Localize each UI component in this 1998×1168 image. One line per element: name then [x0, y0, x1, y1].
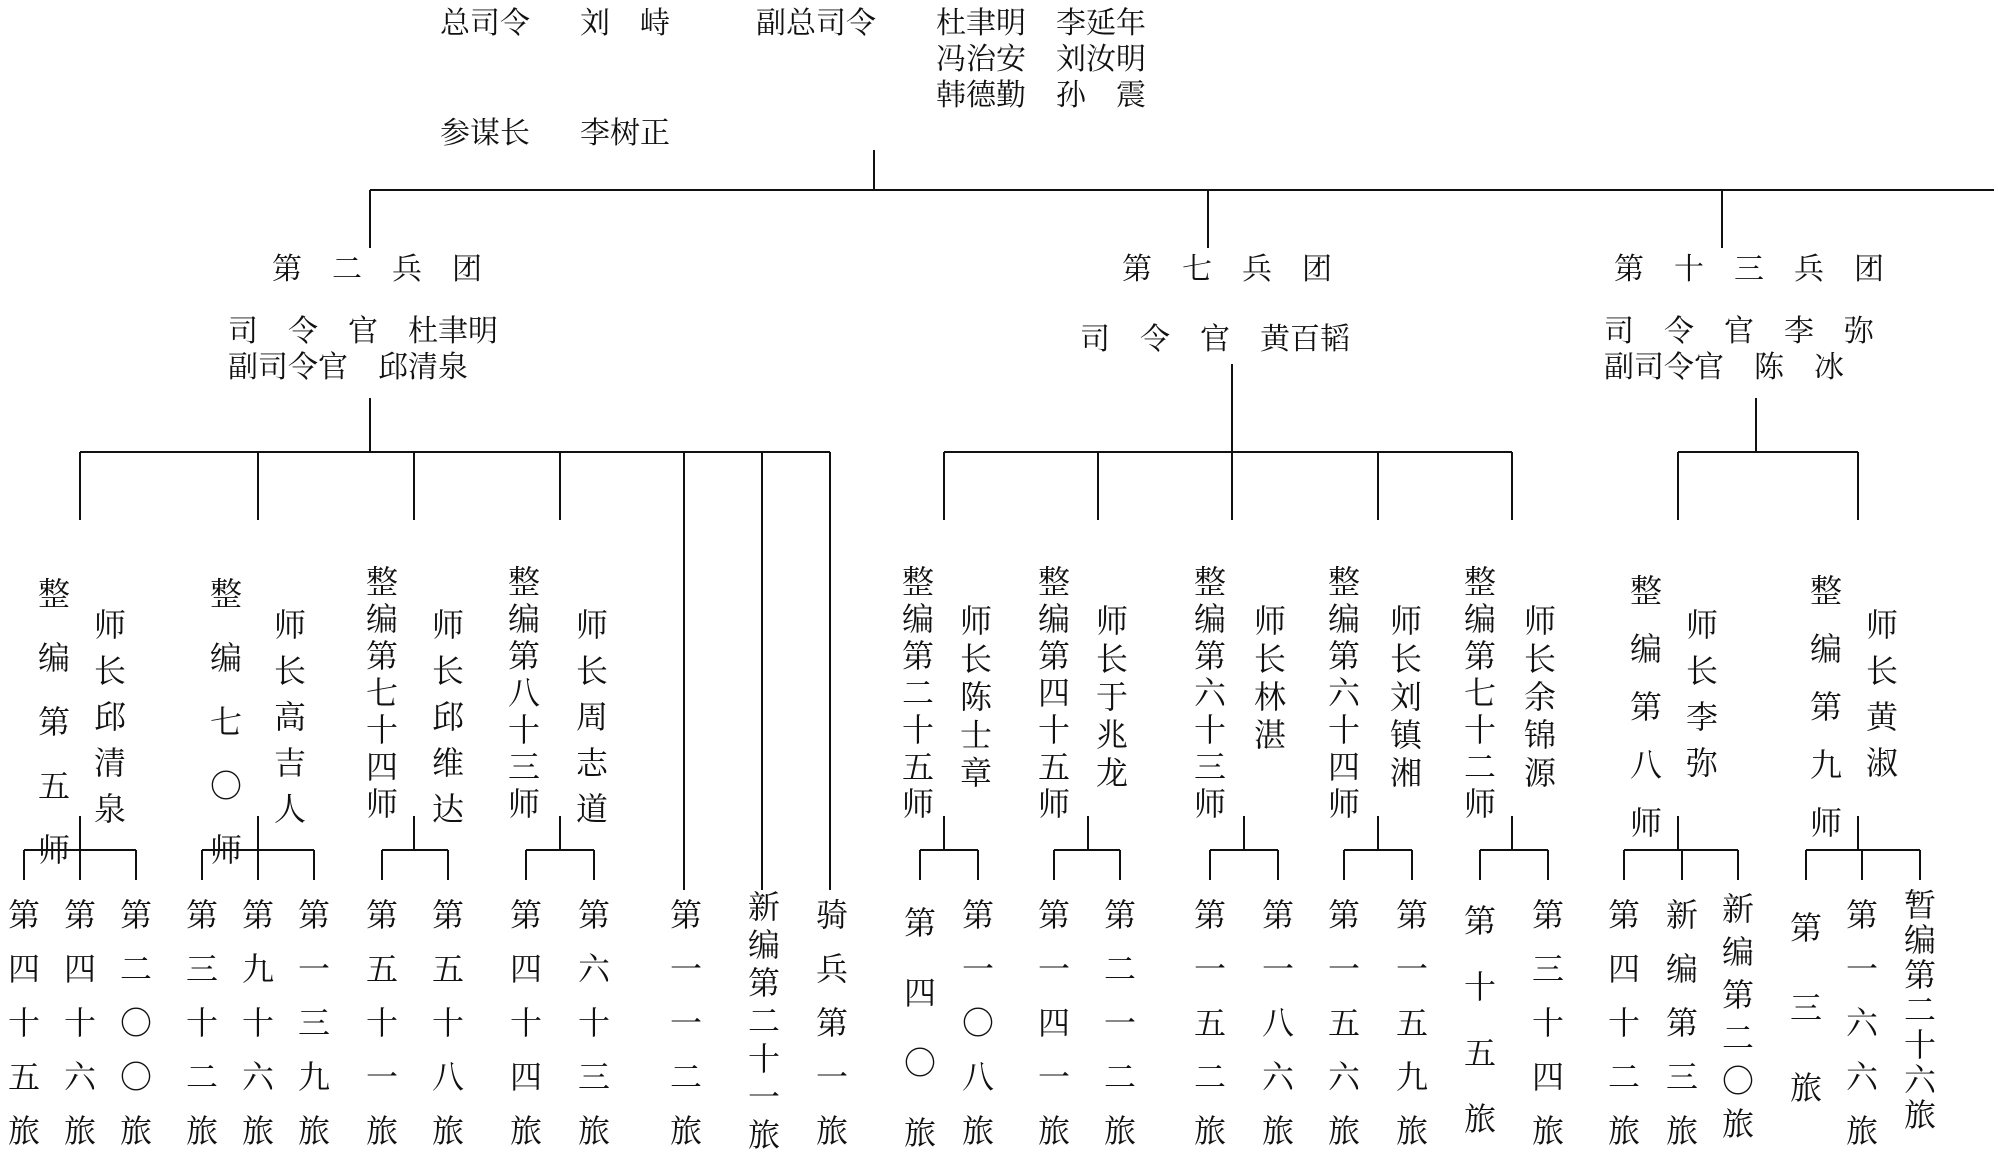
- brigade: 第一三九旅: [297, 896, 330, 1150]
- army-group-13-commander: 司 令 官 李 弥: [1604, 314, 1874, 349]
- division-unit: 整编第二十五师: [901, 563, 934, 823]
- brigade: 第一〇八旅: [961, 896, 994, 1150]
- division-commander: 师长林 湛: [1253, 602, 1319, 754]
- army-group-13-deputy: 副司令官 陈 冰: [1604, 350, 1844, 385]
- division-commander: 师长李 弥: [1685, 606, 1751, 782]
- deputy-commander-title: 副总司令: [756, 6, 876, 41]
- brigade: 第一八六旅: [1261, 896, 1294, 1150]
- chief-of-staff-name: 李树正: [580, 116, 670, 151]
- army-group-7-title: 第 七 兵 团: [1122, 252, 1332, 287]
- brigade: 第五十一旅: [365, 896, 398, 1150]
- division-commander: 师长邱清泉: [93, 606, 126, 828]
- brigade: 第六十三旅: [577, 896, 610, 1150]
- army-group-2-deputy: 副司令官 邱清泉: [228, 350, 468, 385]
- division-commander: 师长余锦源: [1523, 602, 1556, 792]
- army-group-7-commander: 司 令 官 黄百韬: [1080, 322, 1350, 357]
- brigade: 第一四一旅: [1037, 896, 1070, 1150]
- brigade: 第一五六旅: [1327, 896, 1360, 1150]
- brigade: 骑兵第一旅: [815, 896, 848, 1150]
- division-unit: 整编第五师: [37, 575, 70, 869]
- brigade: 第四十二旅: [1607, 896, 1640, 1150]
- brigade: 第二一二旅: [1103, 896, 1136, 1150]
- division-unit: 整编第六十三师: [1193, 563, 1226, 823]
- division-commander: 师长陈士章: [959, 602, 992, 792]
- brigade: 第九十六旅: [241, 896, 274, 1150]
- division-unit: 整编第六十四师: [1327, 563, 1360, 823]
- division-commander: 师长于兆龙: [1095, 602, 1128, 792]
- brigade: 第四〇旅: [903, 904, 936, 1152]
- division-commander: 师长刘镇湘: [1389, 602, 1422, 792]
- brigade: 新编第二〇旅: [1721, 890, 1754, 1143]
- brigade: 第三旅: [1789, 909, 1822, 1107]
- brigade: 第三十二旅: [185, 896, 218, 1150]
- deputy-commander-names-3: 韩德勤 孙 震: [936, 78, 1146, 113]
- division-unit: 整编第九师: [1809, 572, 1842, 842]
- brigade: 第三十四旅: [1531, 896, 1564, 1150]
- brigade: 第一五二旅: [1193, 896, 1226, 1150]
- deputy-commander-names-2: 冯治安 刘汝明: [936, 42, 1146, 77]
- army-group-2-commander: 司 令 官 杜聿明: [228, 314, 498, 349]
- brigade: 第四十五旅: [7, 896, 40, 1150]
- division-commander: 师长黄 淑: [1865, 606, 1931, 782]
- army-group-13-title: 第 十 三 兵 团: [1614, 252, 1884, 287]
- brigade: 第十五旅: [1463, 902, 1496, 1138]
- division-unit: 整编第八十三师: [507, 563, 540, 823]
- brigade: 新编第三旅: [1665, 896, 1698, 1150]
- division-unit: 整编第七十二师: [1463, 563, 1496, 823]
- brigade: 第一一二旅: [669, 896, 702, 1150]
- division-commander: 师长周志道: [575, 606, 608, 828]
- division-unit: 整编七〇师: [209, 575, 242, 869]
- deputy-commander-names-1: 杜聿明 李延年: [936, 6, 1146, 41]
- brigade: 第一六六旅: [1845, 896, 1878, 1150]
- division-unit: 整编第七十四师: [365, 563, 398, 823]
- brigade: 第四十六旅: [63, 896, 96, 1150]
- commander-name: 刘 峙: [580, 6, 670, 41]
- brigade: 第一五九旅: [1395, 896, 1428, 1150]
- brigade: 暂编第二十六旅: [1903, 886, 1936, 1134]
- brigade: 新编第二十一旅: [747, 888, 780, 1154]
- division-unit: 整编第四十五师: [1037, 563, 1070, 823]
- division-unit: 整编第八师: [1629, 572, 1662, 842]
- chief-of-staff-title: 参谋长: [440, 116, 530, 151]
- army-group-2-title: 第 二 兵 团: [272, 252, 482, 287]
- division-commander: 师长邱维达: [431, 606, 464, 828]
- commander-title: 总司令: [440, 6, 530, 41]
- brigade: 第二〇〇旅: [119, 896, 152, 1150]
- brigade: 第四十四旅: [509, 896, 542, 1150]
- brigade: 第五十八旅: [431, 896, 464, 1150]
- division-commander: 师长高吉人: [273, 606, 306, 828]
